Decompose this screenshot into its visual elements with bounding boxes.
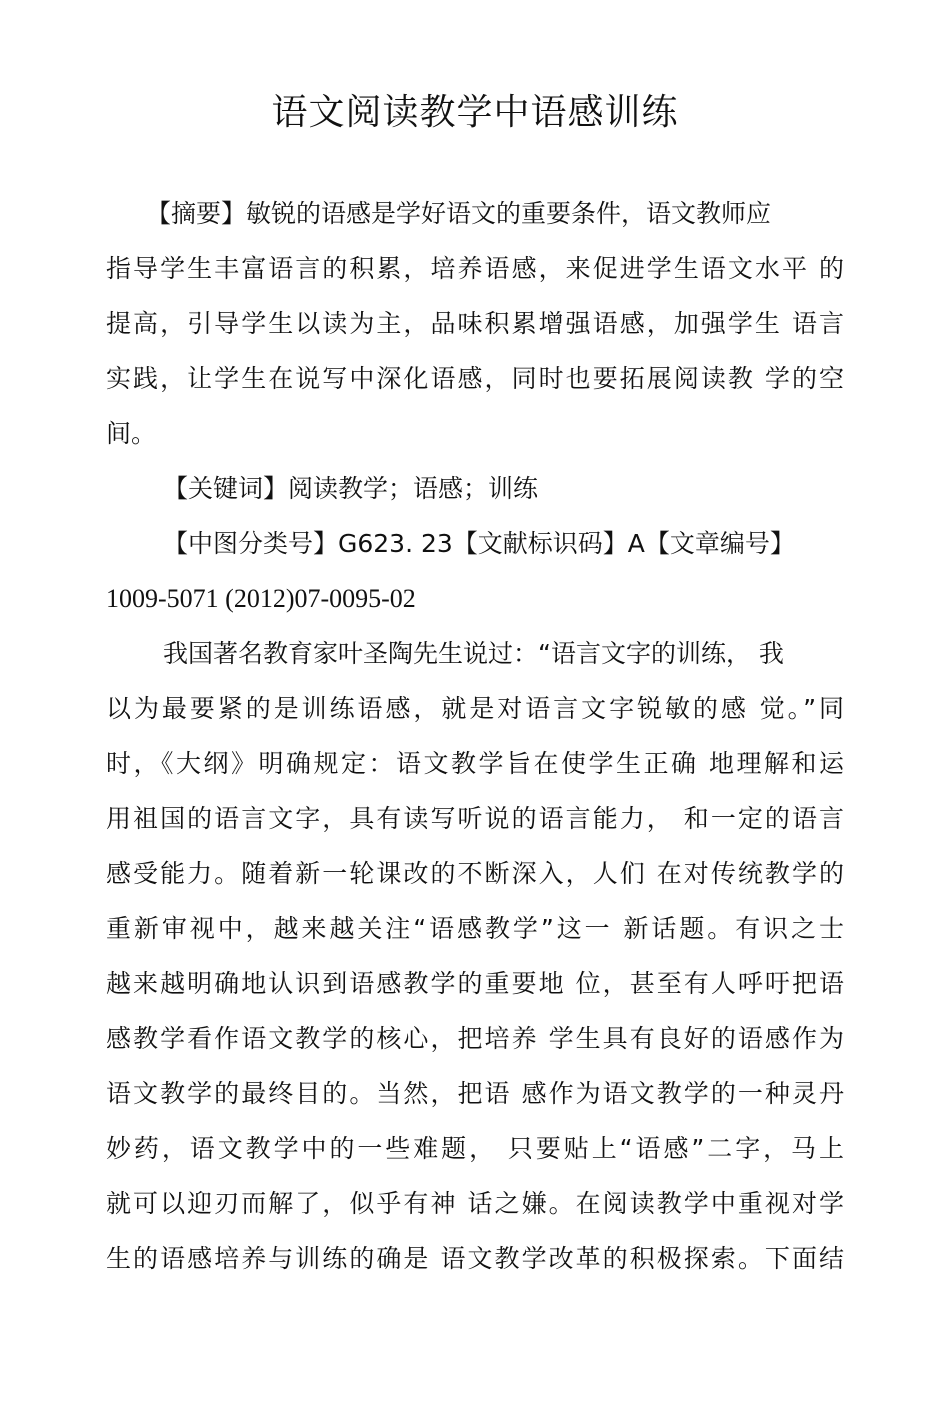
body-line: 以为最要紧的是训练语感，就是对语言文字锐敏的感 觉。”同 (106, 694, 844, 723)
body-line: 就可以迎刃而解了，似乎有神 话之嫌。在阅读教学中重视对学 (106, 1189, 844, 1218)
abstract-line: 指导学生丰富语言的积累，培养语感，来促进学生语文水平 的 (106, 254, 844, 283)
body-line: 用祖国的语言文字，具有读写听说的语言能力， 和一定的语言 (106, 804, 844, 833)
body-line: 妙药，语文教学中的一些难题， 只要贴上“语感”二字，马上 (106, 1134, 844, 1163)
document-title: 语文阅读教学中语感训练 (271, 92, 679, 133)
body-line: 我国著名教育家叶圣陶先生说过：“语言文字的训练， 我 (163, 639, 784, 668)
body-line: 生的语感培养与训练的确是 语文教学改革的积极探索。下面结 (106, 1244, 844, 1273)
article-number: 1009-5071 (2012)07-0095-02 (106, 584, 416, 613)
abstract-line: 【摘要】敏锐的语感是学好语文的重要条件，语文教师应 (146, 199, 772, 228)
body-line: 语文教学的最终目的。当然，把语 感作为语文教学的一种灵丹 (106, 1079, 844, 1108)
body-line: 感教学看作语文教学的核心，把培养 学生具有良好的语感作为 (106, 1024, 844, 1053)
body-line: 重新审视中，越来越关注“语感教学”这一 新话题。有识之士 (106, 914, 844, 943)
abstract-line: 间。 (106, 419, 157, 448)
body-line: 越来越明确地认识到语感教学的重要地 位，甚至有人呼吁把语 (106, 969, 844, 998)
abstract-line: 实践，让学生在说写中深化语感，同时也要拓展阅读教 学的空 (106, 364, 844, 393)
body-line: 时，《大纲》明确规定：语文教学旨在使学生正确 地理解和运 (106, 749, 844, 778)
abstract-line: 提高，引导学生以读为主，品味积累增强语感，加强学生 语言 (106, 309, 844, 338)
body-line: 感受能力。随着新一轮课改的不断深入，人们 在对传统教学的 (106, 859, 844, 888)
keywords-line: 【关键词】阅读教学；语感；训练 (163, 474, 539, 503)
classification-line: 【中图分类号】G623. 23【文献标识码】A【文章编号】 (163, 529, 795, 558)
